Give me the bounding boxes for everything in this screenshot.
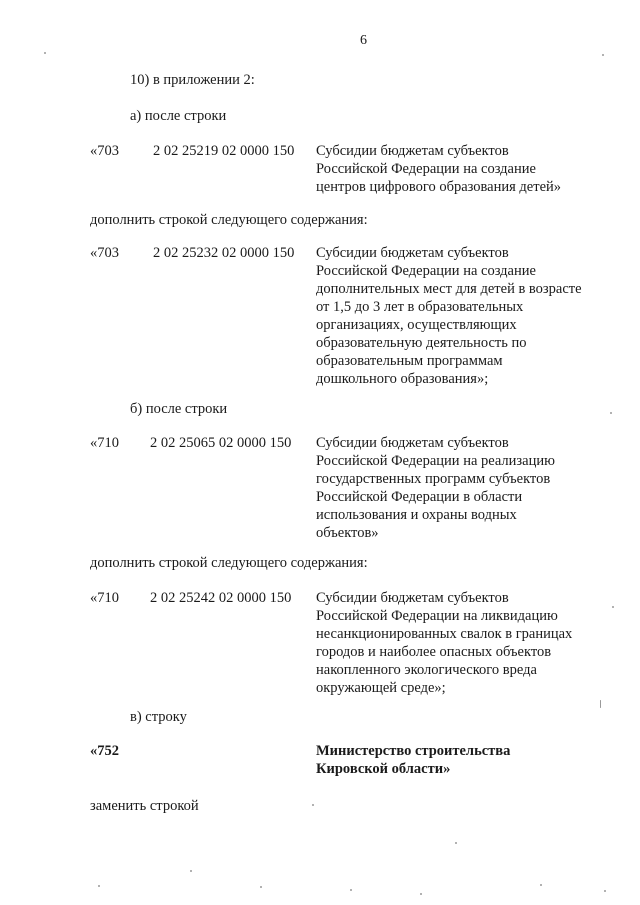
row5-code: «752 (90, 743, 119, 759)
scan-speck (44, 52, 46, 54)
row4-kbk: 2 02 25242 02 0000 150 (150, 590, 292, 606)
page-number: 6 (360, 33, 367, 48)
row2-desc-line: образовательным программам (316, 353, 503, 369)
supplement-instruction-2: дополнить строкой следующего содержания: (90, 555, 368, 571)
row3-kbk: 2 02 25065 02 0000 150 (150, 435, 292, 451)
scan-speck (350, 889, 352, 891)
subitem-v: в) строку (130, 709, 187, 725)
row5-description (316, 742, 606, 778)
row4-desc-line: окружающей среде»; (316, 680, 446, 696)
row2-code: «703 (90, 245, 119, 261)
scan-speck (455, 842, 457, 844)
row3-desc-line: Субсидии бюджетам субъектов (316, 435, 509, 451)
row3-description (316, 434, 606, 542)
row4-desc-line: городов и наиболее опасных объектов (316, 644, 552, 660)
row2-description (316, 244, 606, 388)
scan-speck (540, 884, 542, 886)
row3-desc-line: Российской Федерации на реализацию (316, 453, 555, 469)
scan-speck (312, 804, 314, 806)
row4-desc-line: несанкционированных свалок в границах (316, 626, 573, 642)
scan-speck (190, 870, 192, 872)
item-10-heading: 10) в приложении 2: (130, 72, 255, 88)
row2-desc-line: организациях, осуществляющих (316, 317, 517, 333)
scan-speck (602, 54, 604, 56)
row1-description (316, 142, 606, 196)
row5-desc-line: Кировской области» (316, 761, 451, 777)
row4-desc-line: Российской Федерации на ликвидацию (316, 608, 558, 624)
row2-desc-line: Субсидии бюджетам субъектов (316, 245, 509, 261)
row3-desc-line: Российской Федерации в области (316, 489, 523, 505)
row4-desc-line: накопленного экологического вреда (316, 662, 537, 678)
row4-description (316, 589, 606, 697)
supplement-instruction-1: дополнить строкой следующего содержания: (90, 212, 368, 228)
scan-speck (612, 606, 614, 608)
row1-desc-line: Субсидии бюджетам субъектов (316, 143, 509, 159)
row1-code: «703 (90, 143, 119, 159)
row3-code: «710 (90, 435, 119, 451)
row1-desc-line: центров цифрового образования детей» (316, 179, 562, 195)
row2-desc-line: от 1,5 до 3 лет в образовательных (316, 299, 524, 315)
scan-speck (604, 890, 606, 892)
scan-speck (260, 886, 262, 888)
row4-desc-line: Субсидии бюджетам субъектов (316, 590, 509, 606)
row2-desc-line: Российской Федерации на создание (316, 263, 536, 279)
row1-kbk: 2 02 25219 02 0000 150 (153, 143, 295, 159)
subitem-a: а) после строки (130, 108, 227, 124)
row2-desc-line: дошкольного образования»; (316, 371, 489, 387)
scan-speck (610, 412, 612, 414)
row3-desc-line: объектов» (316, 525, 379, 541)
row1-desc-line: Российской Федерации на создание (316, 161, 536, 177)
row2-desc-line: дополнительных мест для детей в возрасте (316, 281, 582, 297)
row3-desc-line: государственных программ субъектов (316, 471, 551, 487)
scan-speck (420, 893, 422, 895)
row2-kbk: 2 02 25232 02 0000 150 (153, 245, 295, 261)
row2-desc-line: образовательную деятельность по (316, 335, 527, 351)
row3-desc-line: использования и охраны водных (316, 507, 517, 523)
scan-speck (600, 700, 601, 708)
replace-instruction: заменить строкой (90, 798, 199, 814)
row5-desc-line: Министерство строительства (316, 743, 511, 759)
row4-code: «710 (90, 590, 119, 606)
subitem-b: б) после строки (130, 401, 228, 417)
scan-speck (98, 885, 100, 887)
